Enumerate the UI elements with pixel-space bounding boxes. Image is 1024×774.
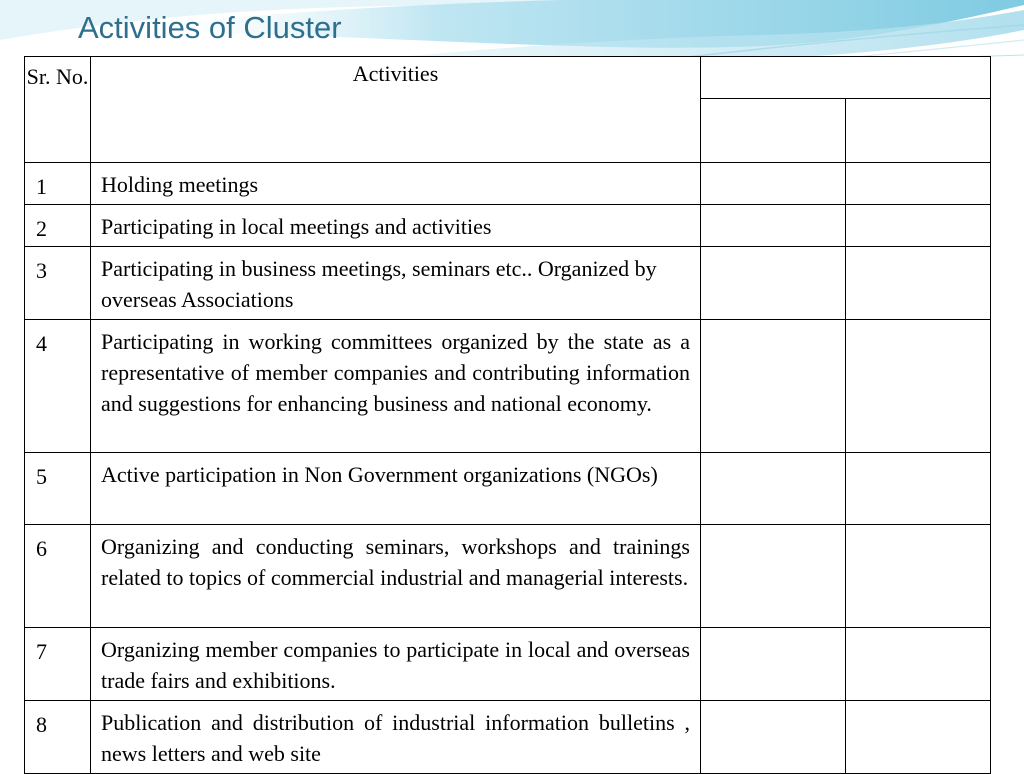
empty-cell	[701, 320, 846, 453]
table-row	[25, 453, 991, 525]
slide-title: Activities of Cluster	[78, 10, 342, 45]
activity-cell: Holding meetings	[91, 163, 701, 205]
empty-cell	[846, 525, 991, 628]
empty-cell	[701, 163, 846, 205]
activities-table	[24, 56, 991, 774]
sr-cell: 5	[25, 453, 91, 525]
empty-cell	[846, 163, 991, 205]
empty-cell	[701, 525, 846, 628]
sr-no-header: Sr. No.	[25, 57, 91, 163]
empty-cell	[846, 453, 991, 525]
empty-cell	[846, 320, 991, 453]
empty-cell	[701, 701, 846, 774]
activities-header: Activities	[91, 57, 701, 163]
activity-cell: Participating in business meetings, seminars etc.. Organized by overseas Associations	[91, 247, 701, 320]
sr-cell: 8	[25, 701, 91, 774]
activity-cell: Participating in working committees organized by the state as a representative of member companies and contributing information and suggestions for enhancing business and national economy.	[91, 320, 701, 453]
sr-cell: 7	[25, 628, 91, 701]
empty-subheader-cell	[846, 99, 991, 163]
table-row	[25, 163, 991, 205]
empty-cell	[701, 453, 846, 525]
activity-cell: Publication and distribution of industrial information bulletins , news letters and web site	[91, 701, 701, 774]
activity-cell: Active participation in Non Government organizations (NGOs)	[91, 453, 701, 525]
activity-cell: Organizing and conducting seminars, workshops and trainings related to topics of commercial industrial and managerial interests.	[91, 525, 701, 628]
empty-subheader-cell	[701, 99, 846, 163]
empty-cell	[846, 205, 991, 247]
empty-cell	[701, 628, 846, 701]
empty-cell	[701, 205, 846, 247]
empty-cell	[701, 247, 846, 320]
activity-cell: Participating in local meetings and activities	[91, 205, 701, 247]
sr-cell: 4	[25, 320, 91, 453]
table-header-row	[25, 57, 991, 99]
table-row	[25, 205, 991, 247]
sr-cell: 6	[25, 525, 91, 628]
empty-cell	[846, 247, 991, 320]
activity-cell: Organizing member companies to participate in local and overseas trade fairs and exhibitions.	[91, 628, 701, 701]
table-row	[25, 701, 991, 774]
table-row	[25, 320, 991, 453]
empty-cell	[846, 701, 991, 774]
sr-cell: 2	[25, 205, 91, 247]
empty-cell	[846, 628, 991, 701]
empty-header-cell	[701, 57, 991, 99]
table-row	[25, 525, 991, 628]
sr-cell: 3	[25, 247, 91, 320]
table-row	[25, 247, 991, 320]
table-row	[25, 628, 991, 701]
sr-cell: 1	[25, 163, 91, 205]
